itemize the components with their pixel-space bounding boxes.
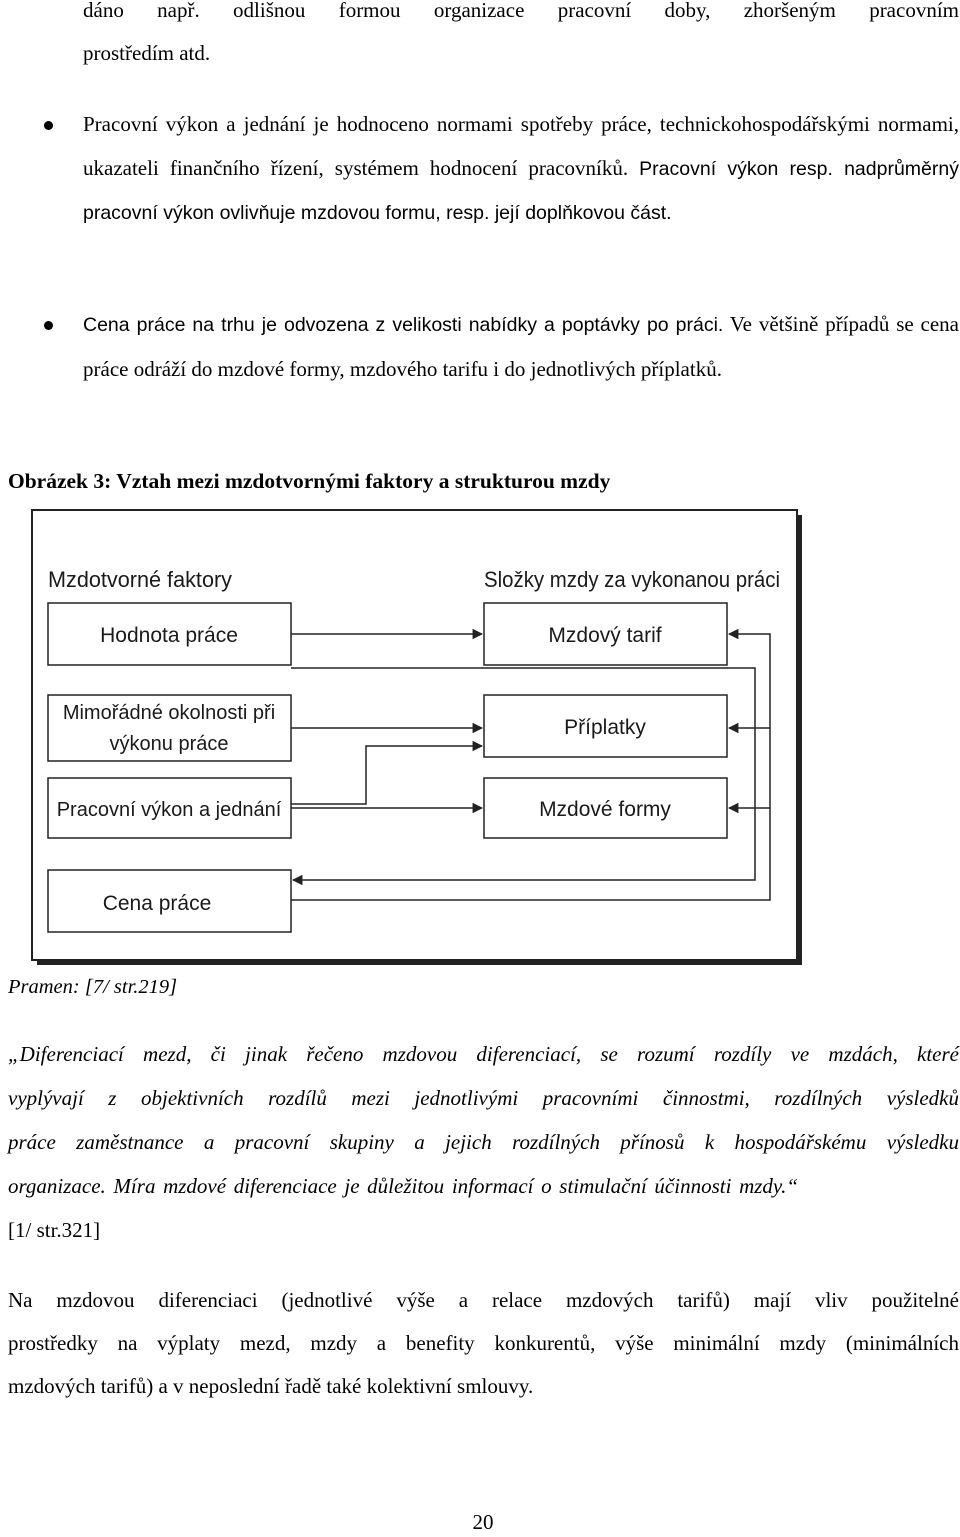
text-line: prostředím atd. bbox=[83, 41, 211, 65]
bullet-text-sans: Pracovní výkon resp. nadprůměrný pracovní výkon ovlivňuje mzdovou formu, resp. její doplňkovou část. bbox=[83, 157, 959, 224]
text-line: dáno např. odlišnou formou organizace pracovní doby, zhoršeným pracovním bbox=[83, 0, 959, 22]
paragraph-line: Na mzdovou diferenciaci (jednotlivé výše a relace mzdových tarifů) mají vliv použitelné bbox=[8, 1288, 959, 1312]
bullet-text-serif: Pracovní výkon a jednání je hodnoceno normami spotřeby práce, technickohospodářskými normami, ukazateli finančního řízení, systémem hodnocení pracovníků. bbox=[83, 112, 959, 180]
box-label: Mimořádné okolnosti při bbox=[62, 702, 276, 724]
box-label: Cena práce bbox=[102, 892, 212, 915]
quote-line: práce zaměstnance a pracovní skupiny a jejich rozdílných přínosů k hospodářskému výsledku bbox=[8, 1130, 959, 1154]
box-label: Hodnota práce bbox=[100, 624, 238, 647]
quote-line: „Diferenciací mezd, či jinak řečeno mzdovou diferenciací, se rozumí rozdíly ve mzdách, které bbox=[8, 1042, 959, 1066]
left-header: Mzdotvorné faktory bbox=[48, 567, 232, 592]
box-label: Pracovní výkon a jednání bbox=[56, 799, 282, 821]
box-label: Příplatky bbox=[564, 716, 646, 739]
box-label: Mzdové formy bbox=[539, 798, 671, 821]
page-number: 20 bbox=[472, 1510, 494, 1534]
figure-source: Pramen: [7/ str.219] bbox=[8, 976, 178, 998]
paragraph-line: mzdových tarifů) a v neposlední řadě také kolektivní smlouvy. bbox=[8, 1374, 534, 1398]
right-header: Složky mzdy za vykonanou práci bbox=[484, 567, 780, 592]
quote-line: vyplývají z objektivních rozdílů mezi jednotlivými pracovními činnostmi, rozdílných výsledků bbox=[8, 1086, 959, 1110]
paragraph-line: prostředky na výplaty mezd, mzdy a benefity konkurentů, výše minimální mzdy (minimálních bbox=[8, 1331, 959, 1355]
bullet-text-sans: Cena práce na trhu je odvozena z velikosti nabídky a poptávky po práci. bbox=[83, 314, 724, 336]
quote-reference: [1/ str.321] bbox=[8, 1218, 101, 1242]
box-label: Mzdový tarif bbox=[548, 624, 662, 647]
quote-line: organizace. Míra mzdové diferenciace je důležitou informací o stimulační účinnosti mzdy.“ bbox=[8, 1174, 799, 1198]
bullet-text-serif: Ve většině případů se cena práce odráží do mzdové formy, mzdového tarifu i do jednotlivých příplatků. bbox=[83, 312, 960, 381]
box-label: výkonu práce bbox=[109, 733, 229, 755]
figure-caption: Obrázek 3: Vztah mezi mzdotvornými faktory a strukturou mzdy bbox=[8, 469, 611, 493]
